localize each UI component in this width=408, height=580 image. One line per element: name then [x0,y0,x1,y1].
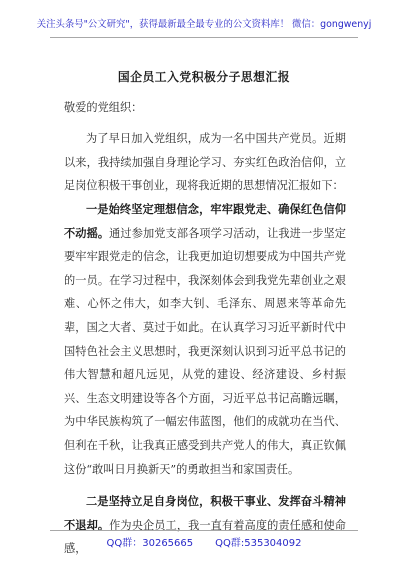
footer-contacts [0,537,408,550]
qq-group-1[interactable]: QQ群：30265665 [106,538,194,549]
section-1-body: 通过参加党支部各项学习活动，让我进一步坚定要牢牢跟党走的信念，让我更加迫切想要成为中国共产党的一员。在学习过程中，我深刻体会到我党先辈创业之艰难、心怀之伟大，如李大钊、毛泽东、周恩来等革命先辈，国之大者、莫过于如此。在认真学习习近平新时代中国特色社会主义思想时，我更深刻认识到习近平总书记的伟大智慧和超凡远见，从党的建设、经济建设、乡村振兴、生态文明建设等各个方面，习近平总书记高瞻远瞩，为中华民族构筑了一幅宏伟蓝图，他们的成就功在当代、但利在千秋，让我真正感受到共产党人的伟大，真正钦佩这份“敢叫日月换新天”的勇敢担当和家国责任。 [64,226,346,476]
section-1-paragraph [64,198,346,481]
section-2-paragraph [64,490,346,561]
footer-divider [50,530,358,531]
header-divider [50,37,358,38]
intro-paragraph: 为了早日加入党组织，成为一名中国共产党员。近期以来，我持续加强自身理论学习、夯实红色政治信仰，立足岗位积极干事创业，现将我近期的思想情况汇报如下： [64,132,346,193]
qq-group-2[interactable]: QQ群:535304092 [215,538,302,549]
section-2-heading: 二是坚持立足自身岗位，积极干事业、发挥奋斗精神不退却。 [64,494,346,532]
salutation: 敬爱的党组织： [64,101,143,114]
document-title: 国企员工入党积极分子思想汇报 [117,70,291,84]
header-banner[interactable]: 关注头条号"公文研究"，获得最新最全最专业的公文资料库！ 微信：gongwenyj [36,19,372,30]
section-2-body: 作为央企员工，我一直有着高度的责任感和使命感， [64,518,346,556]
section-1-heading: 一是始终坚定理想信念，牢牢跟党走、确保红色信仰不动摇。 [64,202,346,240]
